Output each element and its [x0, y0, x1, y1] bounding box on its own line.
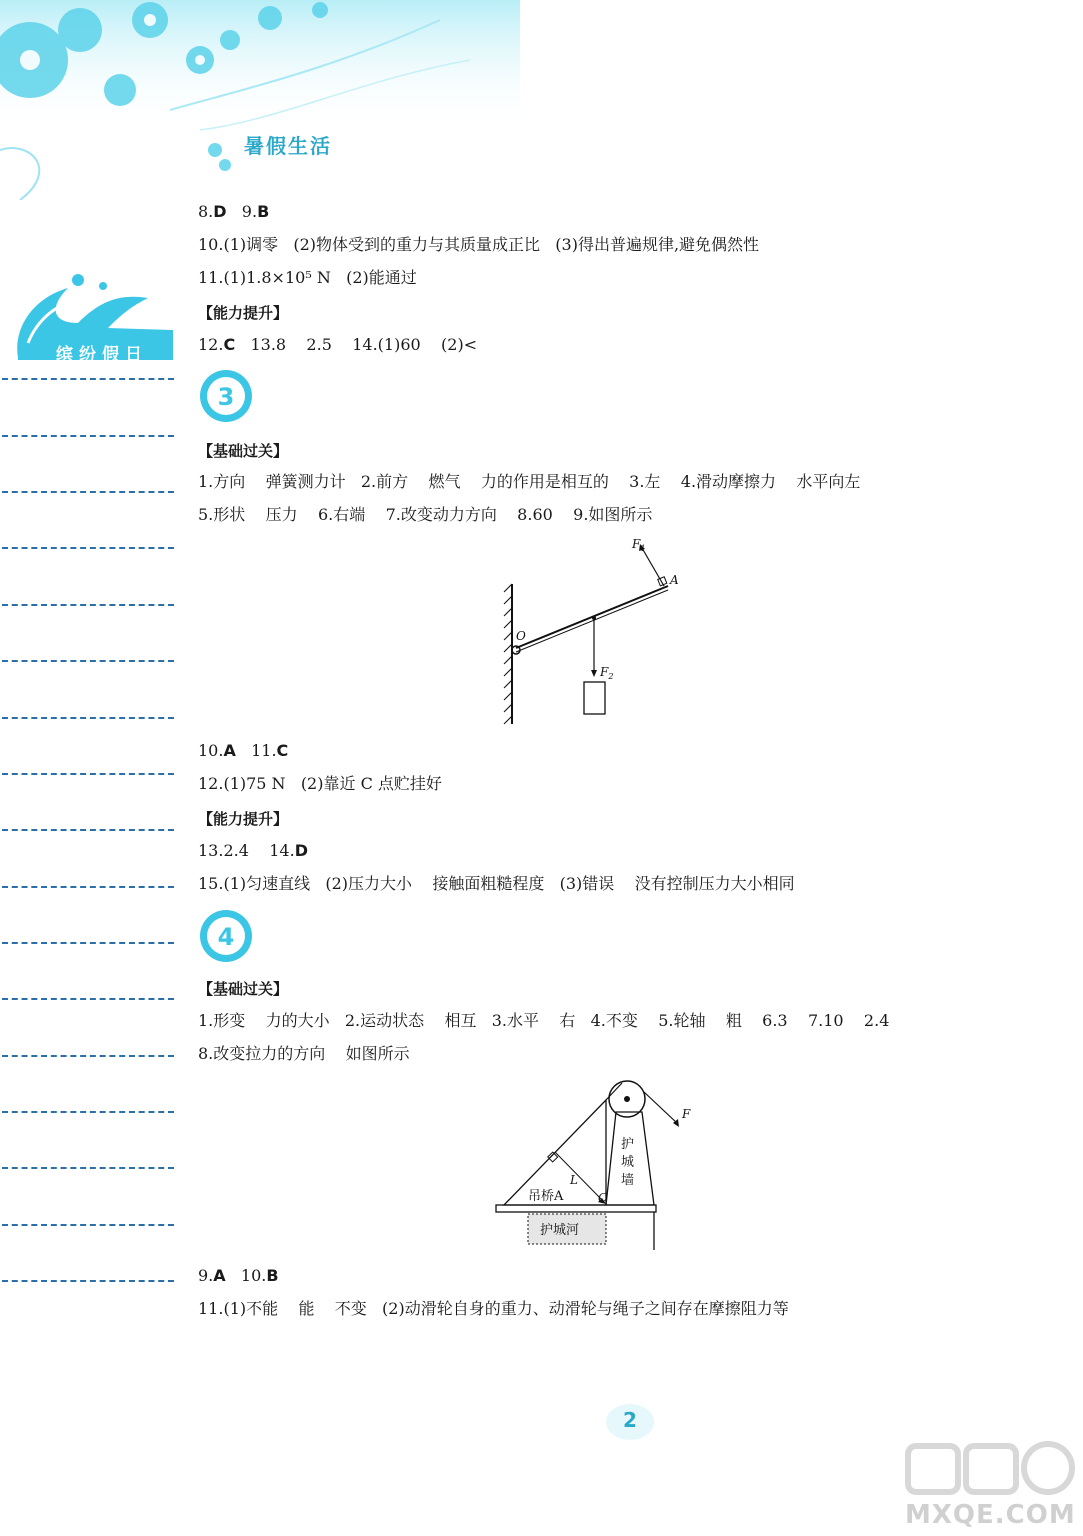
force-f-label: F [682, 1107, 691, 1121]
river-label: 护城河 [540, 1223, 580, 1238]
wall-char: 城 [621, 1155, 635, 1170]
note-line [2, 998, 174, 1000]
note-line [2, 1280, 174, 1282]
point-a-label: A [670, 573, 679, 587]
point-c-label: C [598, 1191, 608, 1205]
answer-line: 5.形状 压力 6.右端 7.改变动力方向 8.60 9.如图所示 [198, 505, 653, 524]
answer-line: 1.方向 弹簧测力计 2.前方 燃气 力的作用是相互的 3.左 4.滑动摩擦力 水平向左 [198, 472, 861, 491]
note-line [2, 717, 174, 719]
note-line [2, 547, 174, 549]
note-line [2, 942, 174, 944]
section-heading: 【基础过关】 [198, 442, 289, 460]
answer-line: 15.(1)匀速直线 (2)压力大小 接触面粗糙程度 (3)错误 没有控制压力大小相同 [198, 874, 795, 893]
unit-badge-3-label: 3 [217, 383, 235, 411]
moment-arm-label: L [570, 1173, 578, 1187]
unit-badge-3 [198, 368, 254, 424]
answer-line: 8.改变拉力的方向 如图所示 [198, 1044, 410, 1063]
note-line [2, 378, 174, 380]
force-f1-label: F [632, 537, 641, 551]
section-heading: 【基础过关】 [198, 980, 289, 998]
note-line [2, 1055, 174, 1057]
side-badge-text: 缤纷假日 [56, 345, 148, 365]
note-line [2, 829, 174, 831]
note-line [2, 604, 174, 606]
note-line [2, 491, 174, 493]
wall-char: 护 [621, 1137, 635, 1152]
svg-text:F1 [631, 537, 645, 553]
section-heading: 【能力提升】 [198, 304, 289, 322]
drawbridge-diagram [494, 1072, 704, 1252]
wall-char: 墙 [621, 1173, 635, 1188]
unit-badge-4 [198, 908, 254, 964]
answer-line: 11.(1)不能 能 不变 (2)动滑轮自身的重力、动滑轮与绳子之间存在摩擦阻力等 [198, 1299, 789, 1318]
bridge-label: 吊桥A [528, 1189, 564, 1204]
section-heading: 【能力提升】 [198, 810, 289, 828]
answer-line: 9.A 10.B [198, 1266, 279, 1285]
answer-line: 8.D 9.B [198, 202, 270, 221]
floral-header-decoration [0, 0, 520, 200]
header-title: 暑假生活 [244, 134, 332, 158]
note-line [2, 1224, 174, 1226]
note-line [2, 773, 174, 775]
lever-diagram [496, 534, 686, 729]
answer-line: 10.A 11.C [198, 741, 289, 760]
answer-line: 1.形变 力的大小 2.运动状态 相互 3.水平 右 4.不变 5.轮轴 粗 6.3 7.10 2.4 [198, 1011, 890, 1030]
point-o-label: O [516, 629, 526, 643]
force-f2-subscript: 2 [608, 672, 614, 681]
note-line [2, 886, 174, 888]
watermark-text: MXQE.COM [905, 1500, 1076, 1530]
svg-text:F2 [599, 665, 613, 681]
answer-line: 13.2.4 14.D [198, 841, 308, 860]
force-f1-subscript: 1 [640, 544, 646, 553]
answer-line: 12.(1)75 N (2)靠近 C 点贮挂好 [198, 774, 442, 793]
unit-badge-4-label: 4 [217, 923, 235, 951]
note-line [2, 435, 174, 437]
answer-line: 11.(1)1.8×10⁵ N (2)能通过 [198, 268, 417, 287]
note-line [2, 660, 174, 662]
page-number: 2 [623, 1408, 637, 1432]
note-line [2, 1111, 174, 1113]
force-f2-label: F [600, 665, 609, 679]
answer-line: 10.(1)调零 (2)物体受到的重力与其质量成正比 (3)得出普遍规律,避免偶然性 [198, 235, 760, 254]
note-line [2, 1167, 174, 1169]
answer-line: 12.C 13.8 2.5 14.(1)60 (2)< [198, 335, 478, 354]
